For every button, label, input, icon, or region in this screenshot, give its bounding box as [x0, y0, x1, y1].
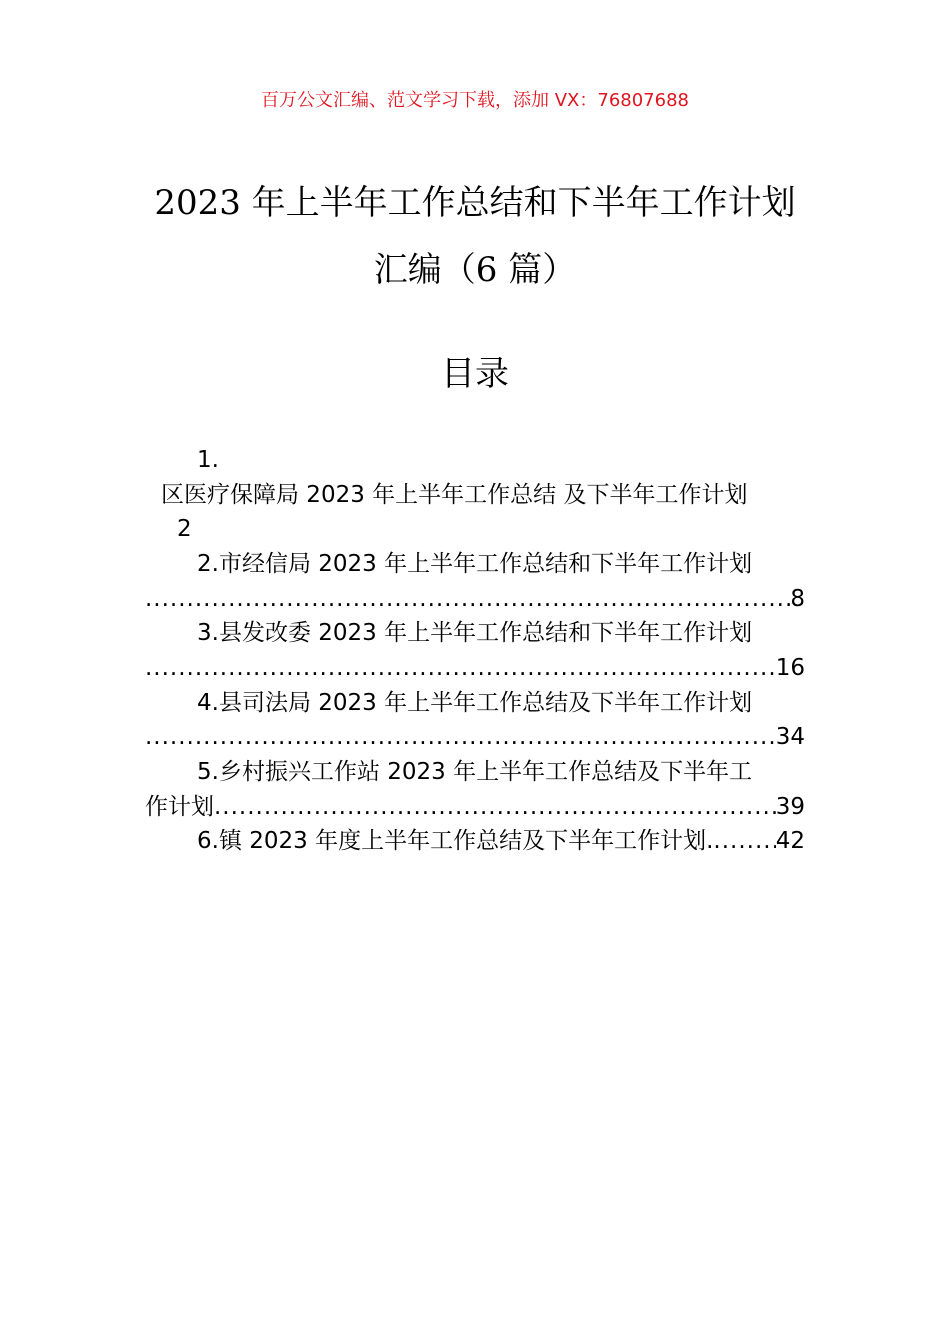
- toc-item5-text-cont: 作计划: [145, 794, 214, 820]
- toc-item3-text[interactable]: 3.县发改委 2023 年上半年工作总结和下半年工作计划: [197, 620, 753, 646]
- toc-item2-page: 8: [790, 586, 805, 612]
- dot-leader: [214, 792, 776, 822]
- watermark-banner: 百万公文汇编、范文学习下载，添加 VX：76807688: [261, 90, 689, 111]
- toc-item3-page: 16: [775, 655, 805, 681]
- toc-item5-page: 39: [775, 794, 805, 820]
- toc-item4-text[interactable]: 4.县司法局 2023 年上半年工作总结及下半年工作计划: [197, 690, 753, 716]
- toc-heading: 目录: [441, 354, 509, 394]
- toc-item2-leader-row[interactable]: [145, 584, 805, 614]
- toc-item4-leader-row[interactable]: [145, 722, 805, 752]
- document-title-line2: 汇编（6 篇）: [373, 250, 577, 290]
- toc-item5-leader-row[interactable]: [145, 792, 805, 822]
- dot-leader: [713, 826, 775, 856]
- toc-item6-text: 6.镇 2023 年度上半年工作总结及下半年工作计划.: [197, 828, 714, 854]
- toc-item1-number[interactable]: 1.: [197, 447, 219, 473]
- dot-leader: [145, 653, 776, 683]
- dot-leader: [145, 722, 776, 752]
- toc-item3-leader-row[interactable]: [145, 653, 805, 683]
- toc-item4-page: 34: [775, 724, 805, 750]
- toc-item6-page: 42: [775, 828, 805, 854]
- toc-item1-text[interactable]: 区医疗保障局 2023 年上半年工作总结 及下半年工作计划: [161, 482, 748, 508]
- document-title-line1: 2023 年上半年工作总结和下半年工作计划: [154, 183, 796, 223]
- toc-item2-text[interactable]: 2.市经信局 2023 年上半年工作总结和下半年工作计划: [197, 551, 753, 577]
- toc-item5-text[interactable]: 5.乡村振兴工作站 2023 年上半年工作总结及下半年工: [197, 759, 753, 785]
- toc-item1-page[interactable]: 2: [177, 516, 192, 542]
- toc-item6-row[interactable]: [197, 826, 805, 856]
- dot-leader: [145, 584, 790, 614]
